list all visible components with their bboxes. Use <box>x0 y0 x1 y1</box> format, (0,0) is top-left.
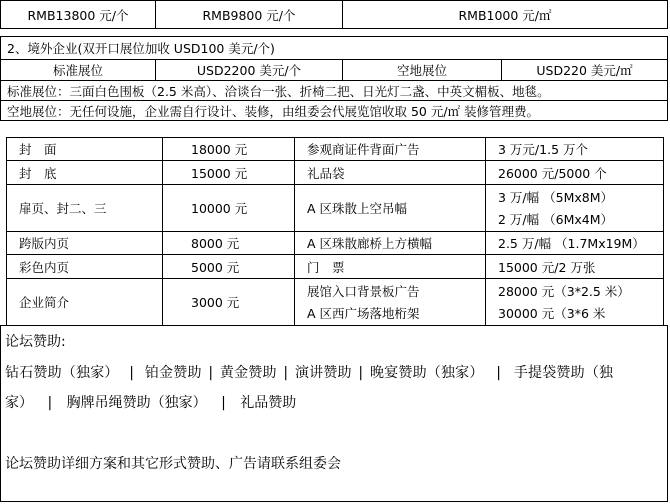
separator: | <box>358 365 364 381</box>
space-booth-price: USD220 美元/㎡ <box>501 59 668 81</box>
forum-heading: 论坛赞助: <box>5 334 66 350</box>
ad-item2-line: 展馆入口背景板广告 <box>307 284 420 299</box>
standard-booth-desc: 标准展位：三面白色围板（2.5 米高）、洽谈台一张、折椅二把、日光灯二盏、中英文楣板、地毯。 <box>0 80 668 101</box>
ad-item2-line: A 区西广场落地桁架 <box>307 306 420 321</box>
sponsor-platinum: 铂金赞助 <box>144 365 202 381</box>
forum-sponsor-line-2 <box>5 392 296 412</box>
forum-sponsor-line-1 <box>5 362 613 382</box>
separator: | <box>208 365 214 381</box>
separator: | <box>496 365 502 381</box>
separator: | <box>47 395 53 411</box>
ad-price2: 15000 元/2 万张 <box>485 254 664 279</box>
ad-price2: 3 万元/1.5 万个 <box>485 137 664 161</box>
forum-box <box>0 325 668 502</box>
ad-price: 5000 元 <box>162 254 295 279</box>
ad-price2-line: 30000 元（3*6 米 <box>498 306 606 321</box>
ad-price2-line: 2 万/幅 （6Mx4M） <box>498 212 613 227</box>
ad-item: 跨版内页 <box>6 231 163 255</box>
ad-price2-line: 28000 元（3*2.5 米） <box>498 284 630 299</box>
ad-item: 彩色内页 <box>6 254 163 279</box>
ad-price2: 26000 元/5000 个 <box>485 160 664 185</box>
ad-item: 企业简介 <box>6 278 163 326</box>
ad-price: 3000 元 <box>162 278 295 326</box>
ad-item2: A 区珠散廊桥上方横幅 <box>294 231 486 255</box>
separator: | <box>221 395 226 411</box>
ad-price: 18000 元 <box>162 137 295 161</box>
ad-item: 封 底 <box>6 160 163 185</box>
ad-price: 15000 元 <box>162 160 295 185</box>
overseas-title: 2、境外企业(双开口展位加收 USD100 美元/个) <box>0 36 668 60</box>
ad-price2 <box>485 184 664 232</box>
forum-footer-prefix: 论坛赞助 <box>5 456 61 472</box>
space-booth-desc: 空地展位：无任何设施，企业需自行设计、装修，由组委会代展览馆收取 50 元/㎡ 装修管理费。 <box>0 100 668 121</box>
domestic-price-2: RMB9800 元/个 <box>155 0 343 29</box>
ad-item2 <box>294 278 486 326</box>
sponsor-dinner: 晚宴赞助（独家） <box>369 365 484 381</box>
ad-item: 封 面 <box>6 137 163 161</box>
forum-footer <box>5 453 341 473</box>
ad-item2: 门 票 <box>294 254 486 279</box>
sponsor-handbag-cont: 家） <box>5 395 33 411</box>
ad-item2: A 区珠散上空吊幅 <box>294 184 486 232</box>
ad-price: 10000 元 <box>162 184 295 232</box>
sponsor-lanyard: 胸牌吊绳赞助（独家） <box>66 395 207 411</box>
ad-price2-line: 3 万/幅 （5Mx8M） <box>498 190 613 205</box>
sponsor-gold: 黄金赞助 <box>219 365 277 381</box>
separator: | <box>283 365 289 381</box>
sponsor-diamond: 钻石赞助（独家） <box>5 365 119 381</box>
ad-item: 扉页、封二、三 <box>6 184 163 232</box>
ad-item2: 参观商证件背面广告 <box>294 137 486 161</box>
sponsor-gift: 礼品赞助 <box>240 395 297 411</box>
ad-price2 <box>485 278 664 326</box>
domestic-price-1: RMB13800 元/个 <box>0 0 156 29</box>
space-booth-label: 空地展位 <box>342 59 502 81</box>
sponsor-handbag: 手提袋赞助（独 <box>513 365 614 381</box>
ad-price2: 2.5 万/幅 （1.7Mx19M） <box>485 231 664 255</box>
ad-price: 8000 元 <box>162 231 295 255</box>
forum-footer-text: 详细方案和其它形式赞助、广告请联系组委会 <box>61 456 341 472</box>
separator: | <box>129 365 135 381</box>
standard-booth-price: USD2200 美元/个 <box>155 59 343 81</box>
domestic-price-3: RMB1000 元/㎡ <box>342 0 668 29</box>
standard-booth-label: 标准展位 <box>0 59 156 81</box>
sponsor-speech: 演讲赞助 <box>294 365 352 381</box>
ad-item2: 礼品袋 <box>294 160 486 185</box>
